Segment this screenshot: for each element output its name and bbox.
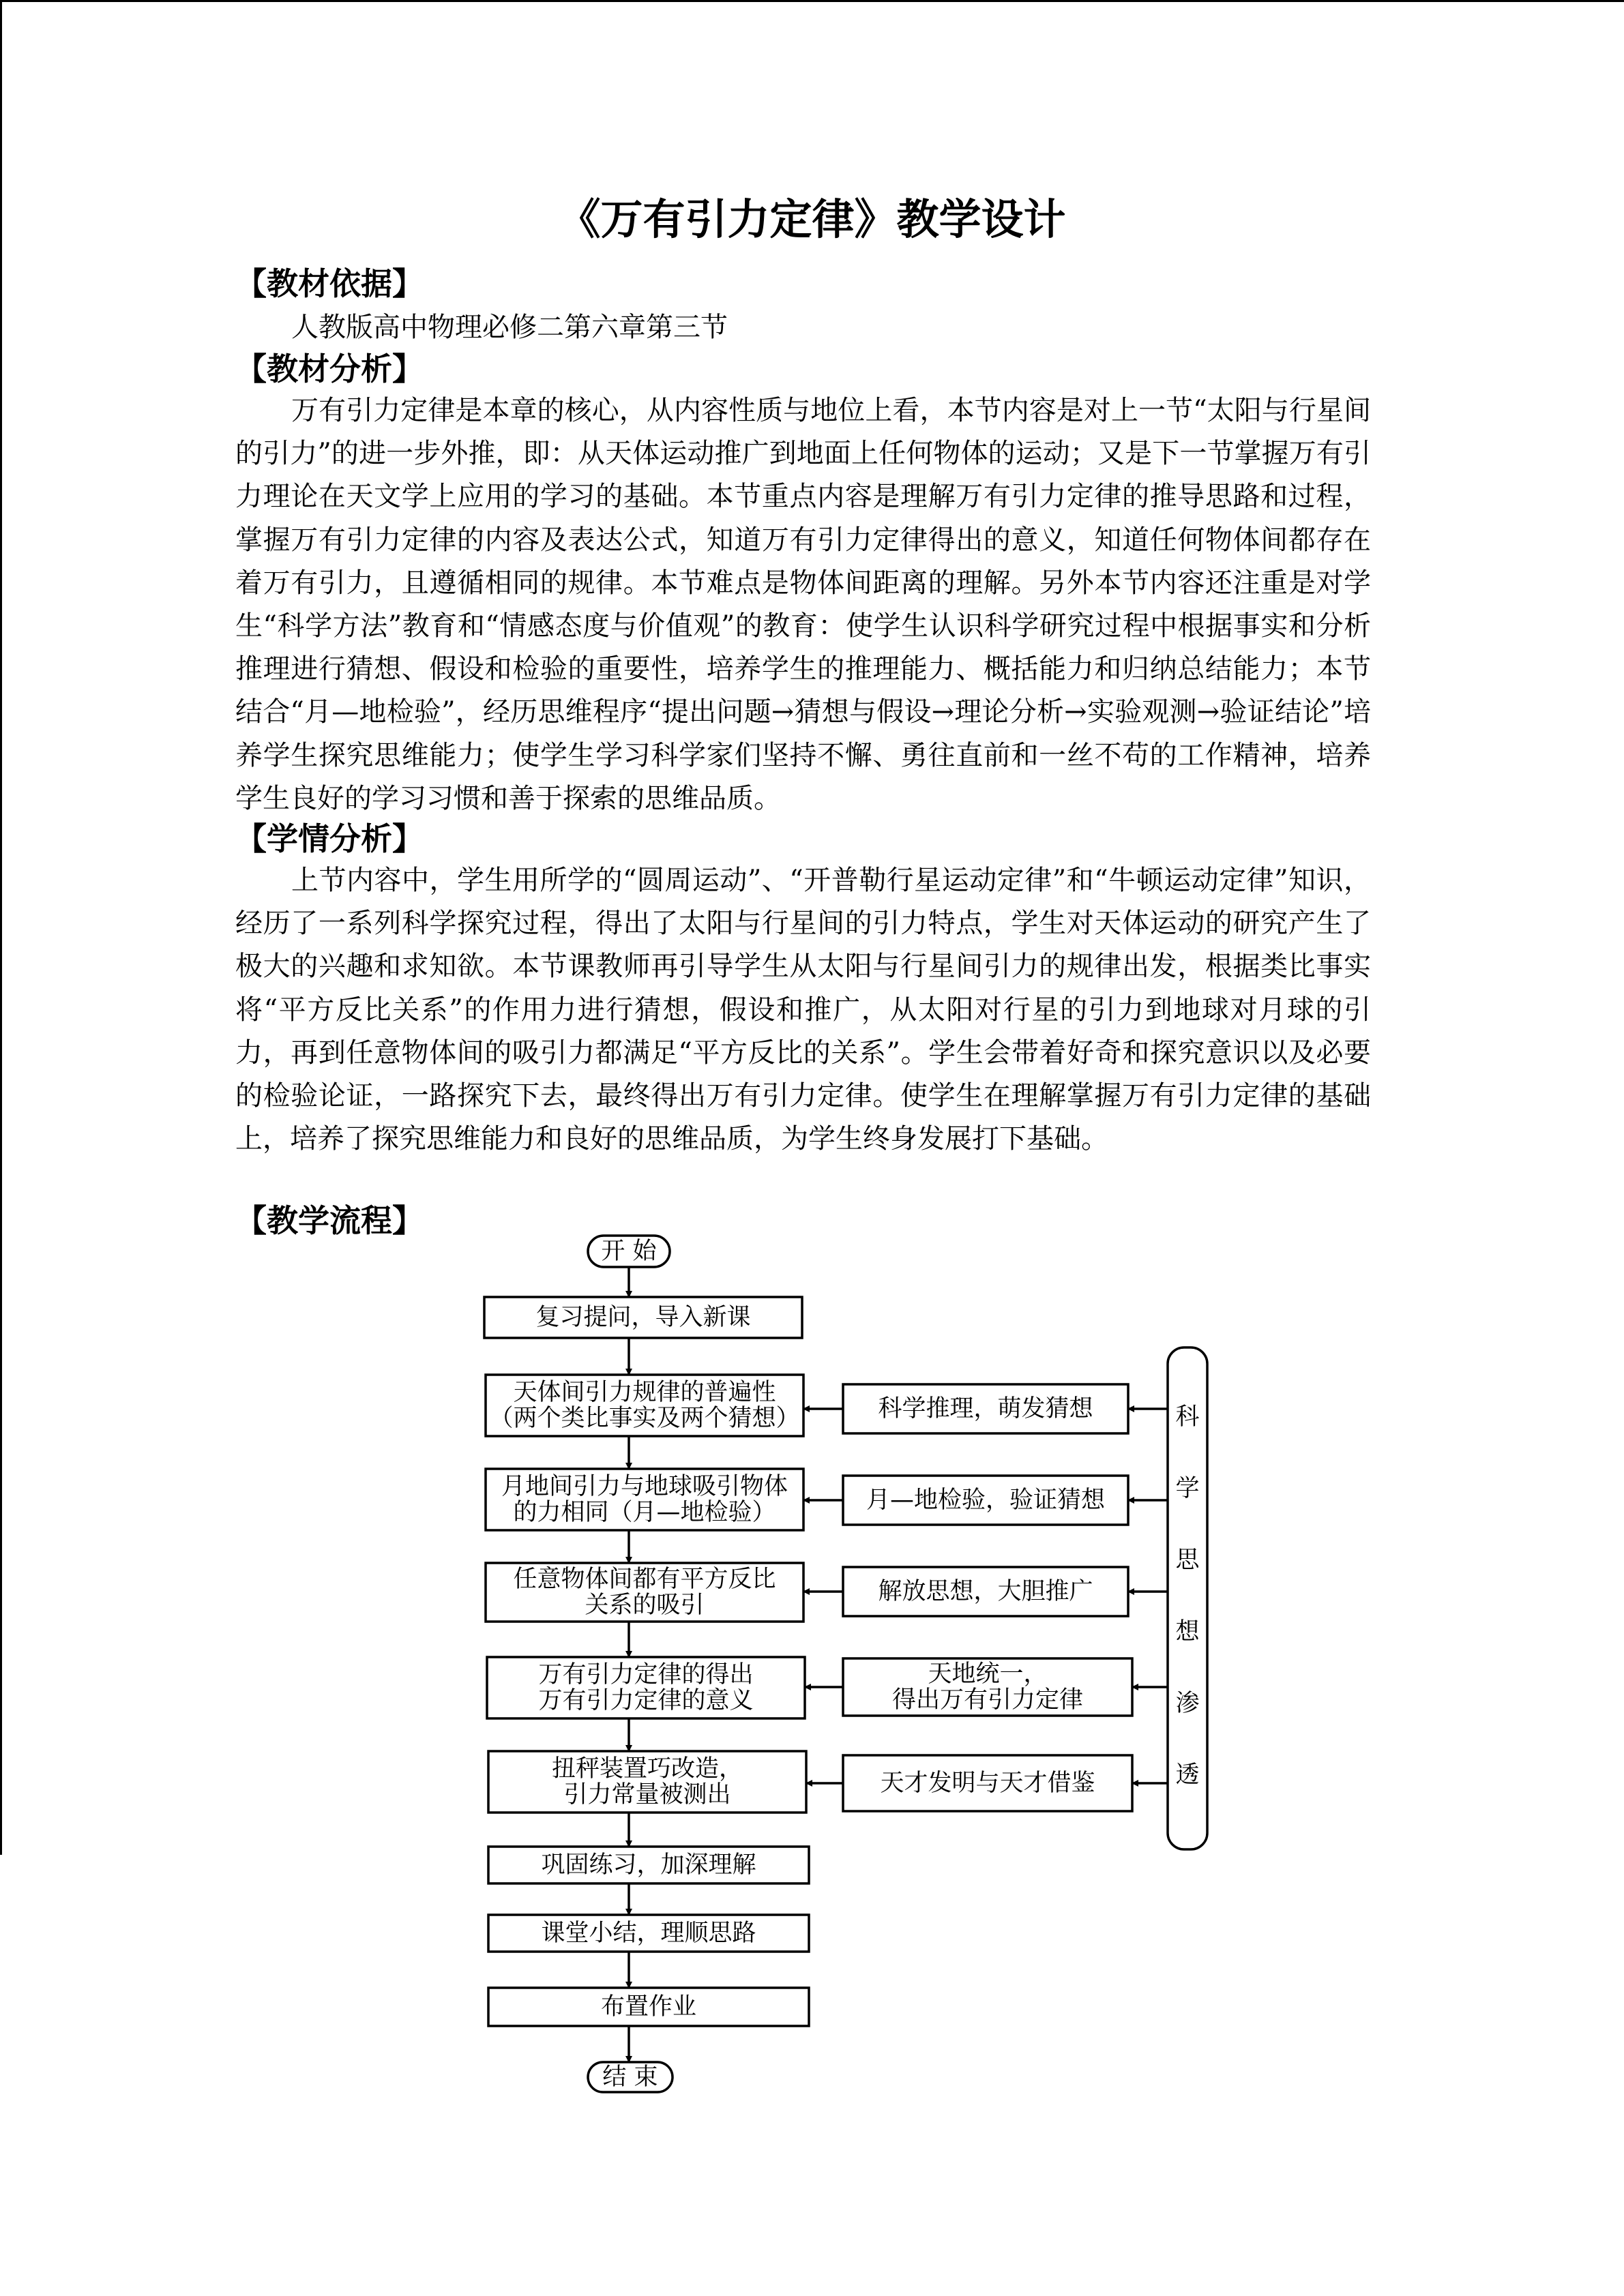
flow-step-7-text: 巩固练习，加深理解 <box>541 1851 756 1879</box>
science-thinking-char: 想 <box>1175 1618 1200 1645</box>
document-title: 《万有引力定律》教学设计 <box>558 194 1066 244</box>
heading-teaching-flow: 【教学流程】 <box>235 1202 424 1239</box>
flow-step-2-text: （两个类比事实及两个猜想） <box>489 1405 800 1432</box>
textbook-analysis-paragraph: 万有引力定律是本章的核心，从内容性质与地位上看，本节内容是对上一节“太阳与行星间的引力”的进一步外推，即：从天体运动推广到地面上任何物体的运动；又是下一节掌握万有引力理论在天文学上应用的学习的基础。本节重点内容是理解万有引力定律的推导思路和过程，掌握万有引力定律的内容及表达公式，知道万有引力定律得出的意义，知道任何物体间都存在着万有引力，且遵循相同的规律。本节难点是物体间距离的理解。另外本节内容还注重是对学生“科学方法”教育和“情感态度与价值观”的教育：使学生认识科学研究过程中根据事实和分析推理进行猜想、假设和检验的重要性，培养学生的推理能力、概括能力和归纳总结能力；本节结合“月—地检验”，经历思维程序“提出问题→猜想与假设→理论分析→实验观测→验证结论”培养学生探究思维能力；使学生学习科学家们坚持不懈、勇往直前和一丝不苟的工作精神，培养学生良好的学习习惯和善于探索的思维品质。 <box>235 395 1371 814</box>
heading-textbook-analysis: 【教材分析】 <box>235 351 424 387</box>
side-box-4-text: 得出万有引力定律 <box>891 1686 1084 1714</box>
flow-step-3-text: 月地间引力与地球吸引物体 <box>501 1473 788 1500</box>
science-thinking-char: 学 <box>1175 1475 1200 1502</box>
side-box-4-text: 天地统一， <box>928 1660 1048 1688</box>
flow-step-3-text: 的力相同（月—地检验） <box>513 1499 776 1526</box>
flowchart-end-text: 结 束 <box>602 2063 658 2091</box>
flowchart-start-text: 开 始 <box>601 1238 657 1265</box>
flow-step-5-text: 万有引力定律的意义 <box>538 1687 754 1714</box>
science-thinking-char: 思 <box>1175 1547 1200 1574</box>
science-thinking-char: 科 <box>1175 1403 1200 1431</box>
flow-step-4-text: 关系的吸引 <box>585 1592 705 1619</box>
flow-step-6-text: 扭秤装置巧改造， <box>551 1755 743 1783</box>
science-thinking-char: 透 <box>1175 1761 1200 1789</box>
flow-step-4-text: 任意物体间都有平方反比 <box>513 1566 776 1593</box>
textbook-basis-text: 人教版高中物理必修二第六章第三节 <box>291 312 728 343</box>
flow-step-8-text: 课堂小结，理顺思路 <box>541 1920 756 1947</box>
flow-step-6-text: 引力常量被测出 <box>563 1781 731 1808</box>
student-analysis-paragraph: 上节内容中，学生用所学的“圆周运动”、“开普勒行星运动定律”和“牛顿运动定律”知识，经历了一系列科学探究过程，得出了太阳与行星间的引力特点，学生对天体运动的研究产生了极大的兴趣和求知欲。本节课教师再引导学生从太阳与行星间引力的规律出发，根据类比事实将“平方反比关系”的作用力进行猜想，假设和推广，从太阳对行星的引力到地球对月球的引力，再到任意物体间的吸引力都满足“平方反比的关系”。学生会带着好奇和探究意识以及必要的检验论证，一路探究下去，最终得出万有引力定律。使学生在理解掌握万有引力定律的基础上，培养了探究思维能力和良好的思维品质，为学生终身发展打下基础。 <box>235 865 1371 1155</box>
flow-step-1-text: 复习提问，导入新课 <box>535 1304 751 1331</box>
flow-step-2-text: 天体间引力规律的普遍性 <box>513 1379 776 1406</box>
science-thinking-char: 渗 <box>1175 1690 1200 1717</box>
flow-step-5-text: 万有引力定律的得出 <box>538 1661 754 1688</box>
heading-textbook-basis: 【教材依据】 <box>235 265 424 302</box>
side-box-3-text: 解放思想，大胆推广 <box>878 1578 1093 1605</box>
side-box-2-text: 月—地检验，验证猜想 <box>866 1487 1106 1514</box>
flow-step-9-text: 布置作业 <box>600 1993 697 2021</box>
side-box-5-text: 天才发明与天才借鉴 <box>880 1770 1095 1797</box>
heading-student-analysis: 【学情分析】 <box>235 820 424 857</box>
side-box-1-text: 科学推理，萌发猜想 <box>878 1395 1093 1422</box>
